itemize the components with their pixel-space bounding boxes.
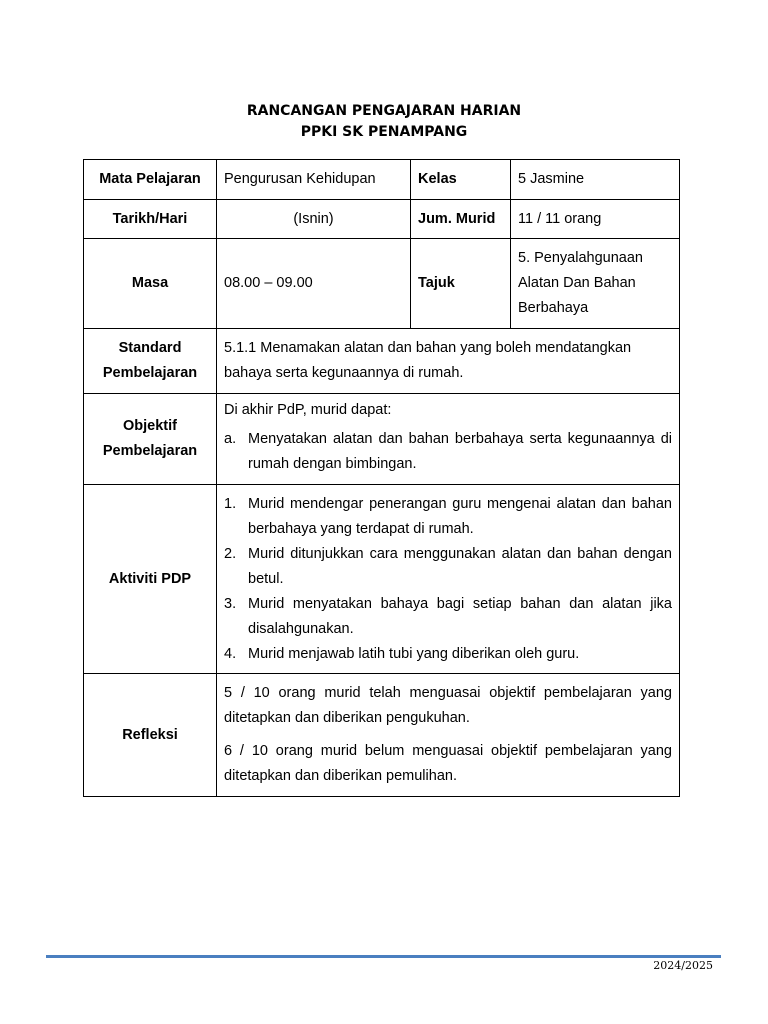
list-item-text: Murid menjawab latih tubi yang diberikan oleh guru. — [248, 645, 580, 662]
jum-murid-label: Jum. Murid — [411, 200, 511, 239]
objektif-label-line: Objektif — [123, 418, 177, 434]
tajuk-label: Tajuk — [411, 239, 511, 329]
tajuk-line: Alatan Dan Bahan — [518, 275, 636, 291]
objektif-label-line: Pembelajaran — [102, 443, 198, 459]
list-marker: 1. — [224, 495, 237, 512]
footer-divider — [46, 955, 721, 958]
lesson-plan-table — [83, 159, 680, 797]
kelas-label: Kelas — [411, 160, 511, 200]
list-marker: a. — [224, 431, 237, 447]
aktiviti-label: Aktiviti PDP — [84, 485, 217, 674]
standard-value: 5.1.1 Menamakan alatan dan bahan yang boleh mendatangkan bahaya serta kegunaannya di rumah. — [217, 329, 680, 394]
list-item — [224, 542, 672, 592]
list-item — [224, 592, 672, 642]
list-item-text: Murid mendengar penerangan guru mengenai alatan dan bahan berbahaya yang terdapat di rumah. — [248, 495, 672, 537]
masa-label: Masa — [84, 239, 217, 329]
list-marker: 3. — [224, 595, 237, 612]
standard-label-line: Standard — [118, 340, 182, 356]
list-item — [224, 642, 672, 667]
list-item — [224, 427, 672, 477]
standard-label-line: Pembelajaran — [102, 365, 198, 381]
list-marker: 4. — [224, 645, 237, 662]
objektif-label — [84, 394, 217, 485]
kelas-value: 5 Jasmine — [511, 160, 680, 200]
tajuk-line: 5. Penyalahgunaan — [518, 250, 643, 266]
document-subtitle: PPKI SK PENAMPANG — [300, 124, 468, 140]
list-item-text: Menyatakan alatan dan bahan berbahaya serta kegunaannya di rumah dengan bimbingan. — [248, 431, 672, 472]
row-mata-pelajaran — [84, 160, 680, 200]
tajuk-value — [511, 239, 680, 329]
refleksi-label: Refleksi — [84, 674, 217, 797]
list-item — [224, 492, 672, 542]
refleksi-value — [217, 674, 680, 797]
aktiviti-list — [224, 492, 672, 667]
mata-pelajaran-label: Mata Pelajaran — [84, 160, 217, 200]
tarikh-value: (Isnin) — [217, 200, 411, 239]
document-title: RANCANGAN PENGAJARAN HARIAN — [246, 103, 522, 119]
masa-value: 08.00 – 09.00 — [217, 239, 411, 329]
objektif-value — [217, 394, 680, 485]
refleksi-paragraph: 6 / 10 orang murid belum menguasai objektif pembelajaran yang ditetapkan dan diberikan pemulihan. — [224, 743, 672, 784]
aktiviti-value — [217, 485, 680, 674]
row-aktiviti — [84, 485, 680, 674]
tarikh-label: Tarikh/Hari — [84, 200, 217, 239]
list-item-text: Murid menyatakan bahaya bagi setiap bahan dan alatan jika disalahgunakan. — [248, 595, 672, 637]
objektif-list — [224, 427, 672, 477]
tajuk-line: Berbahaya — [518, 300, 589, 316]
row-standard — [84, 329, 680, 394]
jum-murid-value: 11 / 11 orang — [511, 200, 680, 239]
row-masa — [84, 239, 680, 329]
objektif-intro: Di akhir PdP, murid dapat: — [224, 402, 392, 418]
list-marker: 2. — [224, 545, 237, 562]
standard-label — [84, 329, 217, 394]
row-refleksi — [84, 674, 680, 797]
row-tarikh — [84, 200, 680, 239]
row-objektif — [84, 394, 680, 485]
footer-year: 2024/2025 — [653, 959, 713, 972]
refleksi-paragraph: 5 / 10 orang murid telah menguasai objektif pembelajaran yang ditetapkan dan diberikan pengukuhan. — [224, 685, 672, 726]
list-item-text: Murid ditunjukkan cara menggunakan alatan dan bahan dengan betul. — [248, 545, 672, 587]
mata-pelajaran-value: Pengurusan Kehidupan — [217, 160, 411, 200]
